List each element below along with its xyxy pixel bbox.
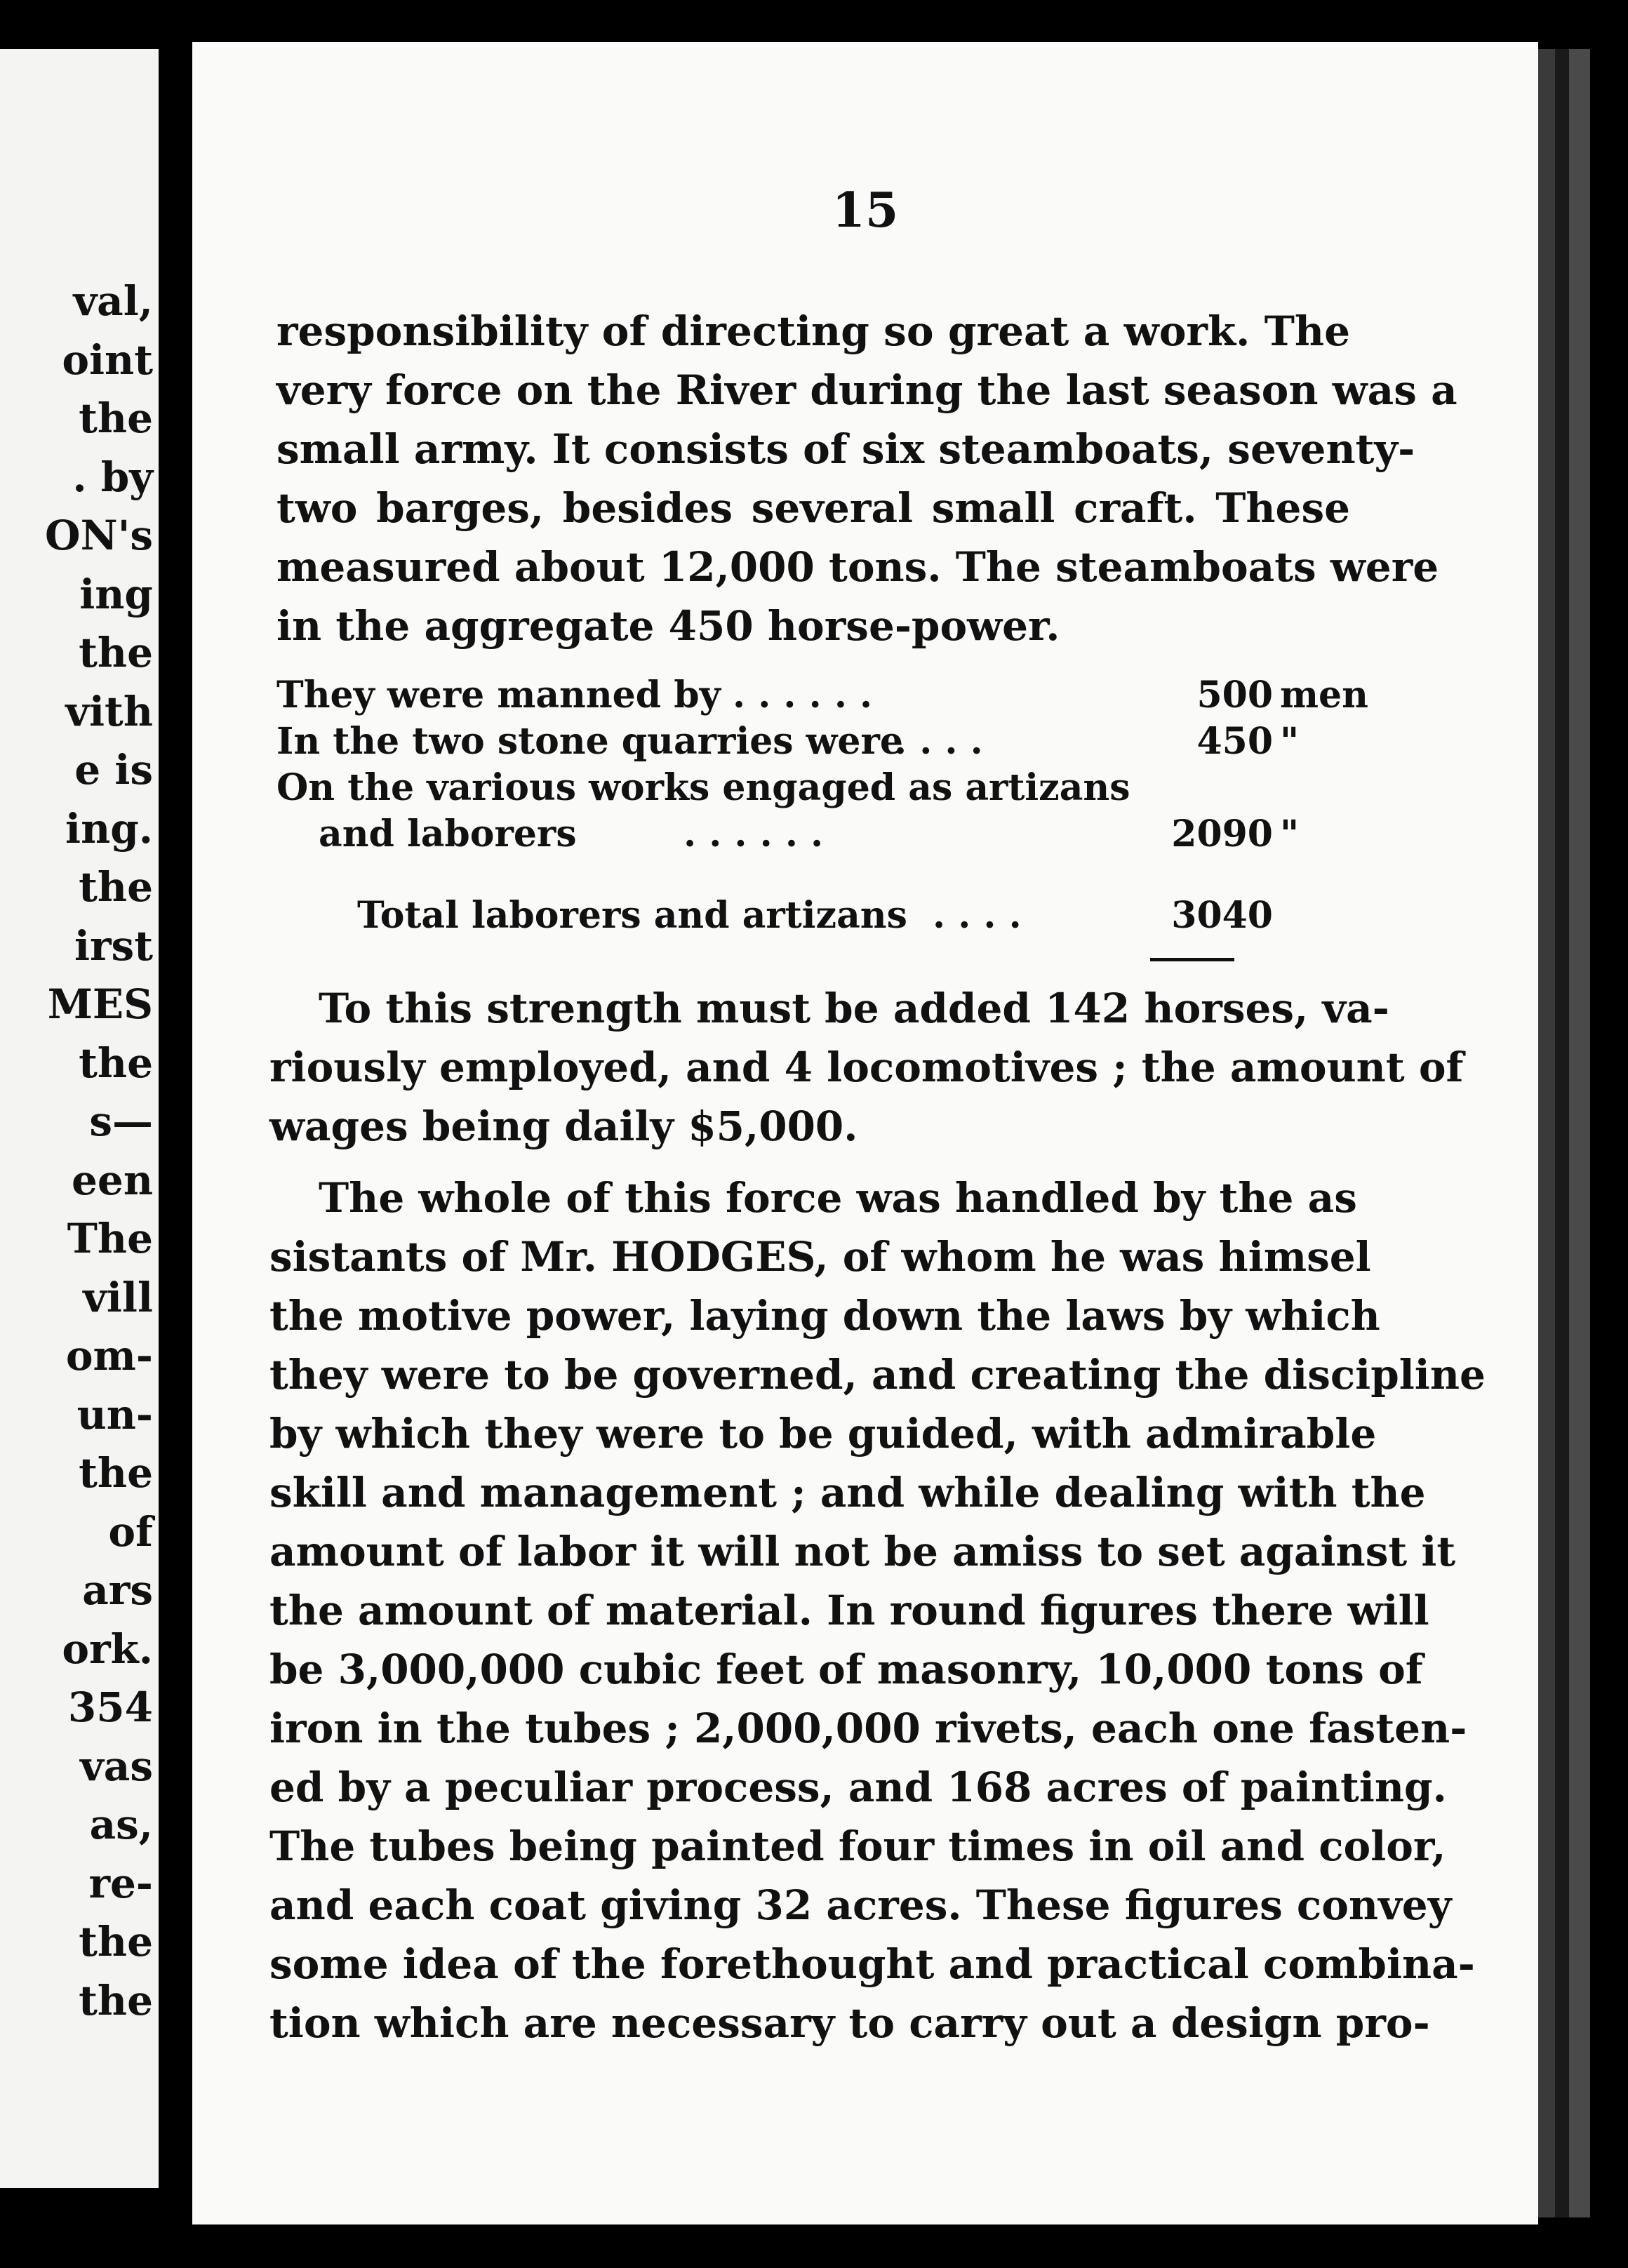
page-edge [1569,49,1590,2217]
page-number: 15 [832,182,899,239]
row-unit: men [1280,674,1368,716]
text-line: be 3,000,000 cubic feet of masonry, 10,000 tons of [269,1646,1423,1693]
row-label: They were manned by [276,674,721,716]
leader-dots: . . . . [894,720,983,763]
table-row [276,766,1350,813]
facing-page-line-fragment: ing. [65,804,153,853]
facing-page-line-fragment: the [79,1918,153,1966]
facing-page-line-fragment: the [79,1039,153,1087]
facing-page-line-fragment: val, [73,277,153,325]
row-value: 500 [1196,674,1273,716]
facing-page-line-fragment: s— [89,1098,153,1145]
text-line: iron in the tubes ; 2,000,000 rivets, each one fasten- [269,1705,1467,1752]
facing-page-line-fragment: om- [65,1332,153,1380]
facing-page-line-fragment: vith [65,687,153,735]
text-line: they were to be governed, and creating the discipline [269,1351,1486,1399]
facing-page-line-fragment: the [79,1449,153,1497]
text-line: and each coat giving 32 acres. These figures convey [269,1881,1452,1929]
leader-dots: . . . . . . [733,674,873,716]
text-line: two barges, besides several small craft. These [276,484,1350,532]
facing-page-line-fragment: een [72,1156,153,1204]
text-line: small army. It consists of six steamboats, seventy- [276,425,1415,473]
row-label: and laborers [319,813,577,855]
sum-rule [1150,958,1234,961]
text-line: The tubes being painted four times in oil and color, [269,1822,1446,1870]
text-line: responsibility of directing so great a work. The [276,307,1350,355]
facing-page-line-fragment: 354 [67,1683,153,1731]
book-page [192,42,1538,2224]
facing-page-line-fragment: un- [76,1390,153,1439]
facing-page-line-fragment: MES [47,980,153,1028]
text-line: the motive power, laying down the laws by which [269,1292,1380,1340]
facing-page-line-fragment: ON's [45,512,153,559]
facing-page-line-fragment: oint [62,335,153,384]
facing-page-line-fragment: . by [72,453,153,501]
facing-page-line-fragment: ars [82,1566,153,1614]
table-row [276,813,1350,859]
text-line: The whole of this force was handled by the as [319,1174,1357,1222]
text-line: by which they were to be guided, with admirable [269,1410,1377,1457]
facing-page-line-fragment: the [79,1976,153,2024]
text-line: the amount of material. In round figures there will [269,1587,1429,1634]
text-line: in the aggregate 450 horse-power. [276,602,1060,650]
page-edge [1590,49,1628,2217]
facing-page-line-fragment: The [67,1215,153,1262]
text-line: tion which are necessary to carry out a design pro- [269,1999,1430,2047]
text-line: amount of labor it will not be amiss to set against it [269,1528,1456,1575]
book-gutter [159,0,192,2268]
facing-page-line-fragment: of [108,1507,153,1556]
text-line: very force on the River during the last season was a [276,366,1457,414]
text-line: sistants of Mr. HODGES, of whom he was himsel [269,1233,1371,1281]
row-label: On the various works engaged as artizans [276,766,1130,809]
facing-page-line-fragment: vas [80,1742,153,1790]
facing-page-fragment [0,49,159,2188]
labor-table [276,674,1368,940]
facing-page-line-fragment: ork. [62,1625,153,1673]
total-label: Total laborers and artizans [357,894,907,937]
facing-page-line-fragment: ing [79,570,153,618]
row-unit: " [1280,720,1300,763]
paragraph-3 [269,1168,1486,2053]
row-value: 450 [1196,720,1273,763]
paragraph-2 [269,979,1464,1156]
facing-page-line-fragment: irst [74,921,153,970]
facing-page-line-fragment: re- [88,1859,153,1907]
leader-dots: . . . . . . [683,813,824,855]
leader-dots: . . . . [933,894,1022,937]
facing-page-line-fragment: as, [89,1801,153,1848]
text-line: some idea of the forethought and practical combina- [269,1940,1475,1988]
row-value: 2090 [1171,813,1273,855]
text-line: measured about 12,000 tons. The steamboats were [276,543,1439,591]
text-line: riously employed, and 4 locomotives ; the amount of [269,1043,1464,1091]
total-value: 3040 [1171,894,1273,937]
table-total-row [276,894,1350,940]
text-line: To this strength must be added 142 horses, va- [319,985,1389,1032]
row-unit: " [1280,813,1300,855]
facing-page-line-fragment: e is [74,746,153,794]
facing-page-line-fragment: the [79,629,153,676]
facing-page-line-fragment: the [79,394,153,442]
paragraph-1 [276,302,1457,655]
row-label: In the two stone quarries were [276,720,903,763]
facing-page-line-fragment: vill [83,1273,153,1321]
text-line: ed by a peculiar process, and 168 acres of painting. [269,1763,1447,1811]
table-row [276,674,1368,720]
table-row [276,720,1350,766]
page-edge [1538,49,1555,2217]
facing-page-line-fragment: the [79,863,153,911]
text-line: wages being daily $5,000. [269,1102,858,1150]
text-line: skill and management ; and while dealing with the [269,1469,1426,1516]
page-edge [1555,49,1569,2217]
